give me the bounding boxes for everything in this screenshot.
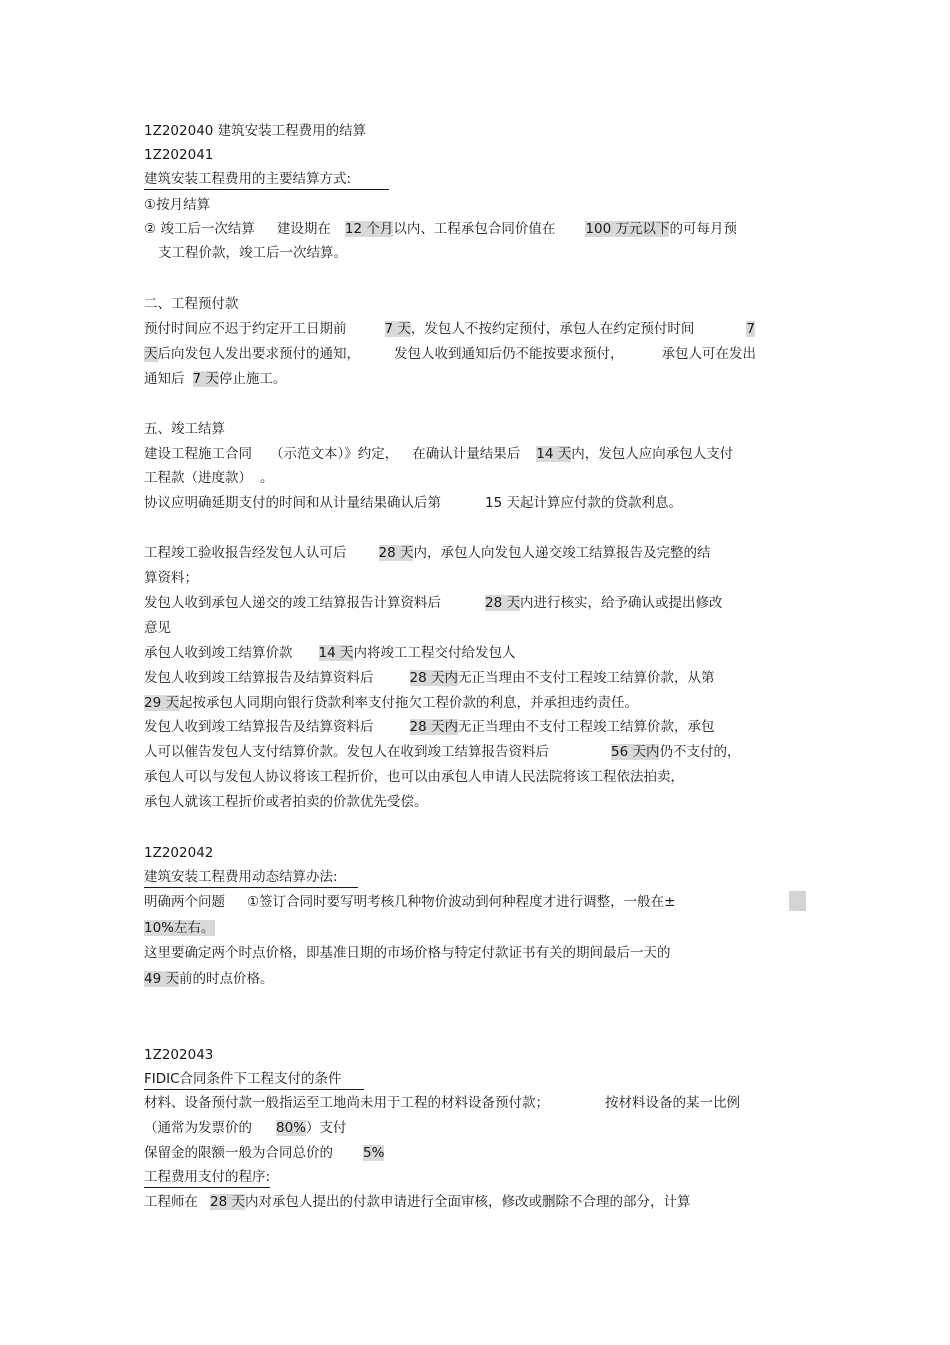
section-code-1z202042: 1Z202042 [144,845,214,861]
highlight: 28 天 [378,545,414,561]
text-line: ② 竣工后一次结算 建设期在 12 个月以内、工程承包合同价值在 100 万元以下的可每月预 [144,221,737,237]
section-heading-1z202040: 1Z202040 建筑安装工程费用的结算 [144,123,367,139]
highlight: 7 天 [192,371,219,387]
highlight: 28 天 [210,1194,245,1210]
heading-final-settlement: 五、竣工结算 [144,421,225,437]
highlight: 5% [363,1145,385,1161]
subheading-payment-procedure: 工程费用支付的程序: [144,1167,270,1188]
highlight: 14 天 [318,645,354,661]
section-code-1z202043: 1Z202043 [144,1047,214,1063]
highlight: 14 天 [536,446,572,462]
highlight: 49 天 [144,971,179,987]
text-line: 工程款（进度款） 。 [144,470,274,486]
text-line: 工程师在 28 天内对承包人提出的付款申请进行全面审核，修改或删除不合理的部分，计算 [144,1194,691,1210]
subheading-fidic-conditions: FIDIC合同条件下工程支付的条件 [144,1069,364,1090]
text-line: 29 天起按承包人同期向银行贷款利率支付拖欠工程价款的利息，并承担违约责任。 [144,695,638,711]
text-line: 承包人就该工程折价或者拍卖的价款优先受偿。 [144,794,428,810]
text-line: 这里要确定两个时点价格，即基准日期的市场价格与特定付款证书有关的期间最后一天的 [144,945,671,961]
highlight: 28 天内 [409,719,458,735]
highlight: 12 个月 [344,221,394,237]
heading-prepayment: 二、工程预付款 [144,296,239,312]
text-line: 人可以催告发包人支付结算价款。发包人在收到竣工结算报告资料后 56 天内仍不支付的， [144,744,741,760]
text-line: ①按月结算 [144,197,211,213]
highlight: 10%左右。 [144,920,215,936]
text-line: 通知后 7 天停止施工。 [144,371,287,387]
highlight: 28 天 [485,595,520,611]
text-line: 保留金的限额一般为合同总价的 5% [144,1145,385,1161]
text-line: 工程竣工验收报告经发包人认可后 28 天内，承包人向发包人递交竣工结算报告及完整的结 [144,545,711,561]
text-line: 明确两个问题 ①签订合同时要写明考核几种物价波动到何种程度才进行调整，一般在± [144,894,676,910]
text-line: 发包人收到承包人递交的竣工结算报告计算资料后 28 天内进行核实，给予确认或提出修改 [144,595,723,611]
highlight: 29 天 [144,695,179,711]
text-line: 协议应明确延期支付的时间和从计量结果确认后第 15 天起计算应付款的贷款利息。 [144,495,682,511]
text-line: 意见 [144,620,171,636]
highlight: 28 天内 [409,670,458,686]
text-line: 支工程价款，竣工后一次结算。 [158,245,347,261]
text-line: 49 天前的时点价格。 [144,971,274,987]
text-line: 承包人收到竣工结算价款 14 天内将竣工工程交付给发包人 [144,645,516,661]
text-line: 算资料； [144,570,198,586]
text-line: 建设工程施工合同 （示范文本）》约定， 在确认计量结果后 14 天内，发包人应向承包人支付 [144,446,734,462]
text-line [144,918,215,938]
highlight: 天 [144,346,158,362]
text-line: 发包人收到竣工结算报告及结算资料后 28 天内无正当理由不支付工程竣工结算价款，从第 [144,670,715,686]
text-line: 承包人可以与发包人协议将该工程折价，也可以由承包人申请人民法院将该工程依法拍卖， [144,769,684,785]
section-code-1z202041: 1Z202041 [144,147,214,163]
highlight: 7 [746,321,755,337]
highlight: 80% [276,1120,307,1136]
highlight: 56 天内 [611,744,660,760]
text-line: （通常为发票价的 80%）支付 [144,1120,347,1136]
subheading-dynamic-settlement: 建筑安装工程费用动态结算办法: [144,867,358,888]
highlight: 7 天 [384,321,411,337]
text-line: 发包人收到竣工结算报告及结算资料后 28 天内无正当理由不支付工程竣工结算价款，承包 [144,719,715,735]
highlight-box [789,891,806,911]
text-line: 预付时间应不迟于约定开工日期前 7 天，发包人不按约定预付，承包人在约定预付时间 7 [144,321,755,337]
text-line: 材料、设备预付款一般指运至工地尚未用于工程的材料设备预付款； 按材料设备的某一比例 [144,1095,740,1111]
highlight: 100 万元以下 [585,221,670,237]
text-line: 天后向发包人发出要求预付的通知， 发包人收到通知后仍不能按要求预付， 承包人可在发出 [144,346,756,362]
subheading-settlement-methods: 建筑安装工程费用的主要结算方式: [144,169,389,190]
